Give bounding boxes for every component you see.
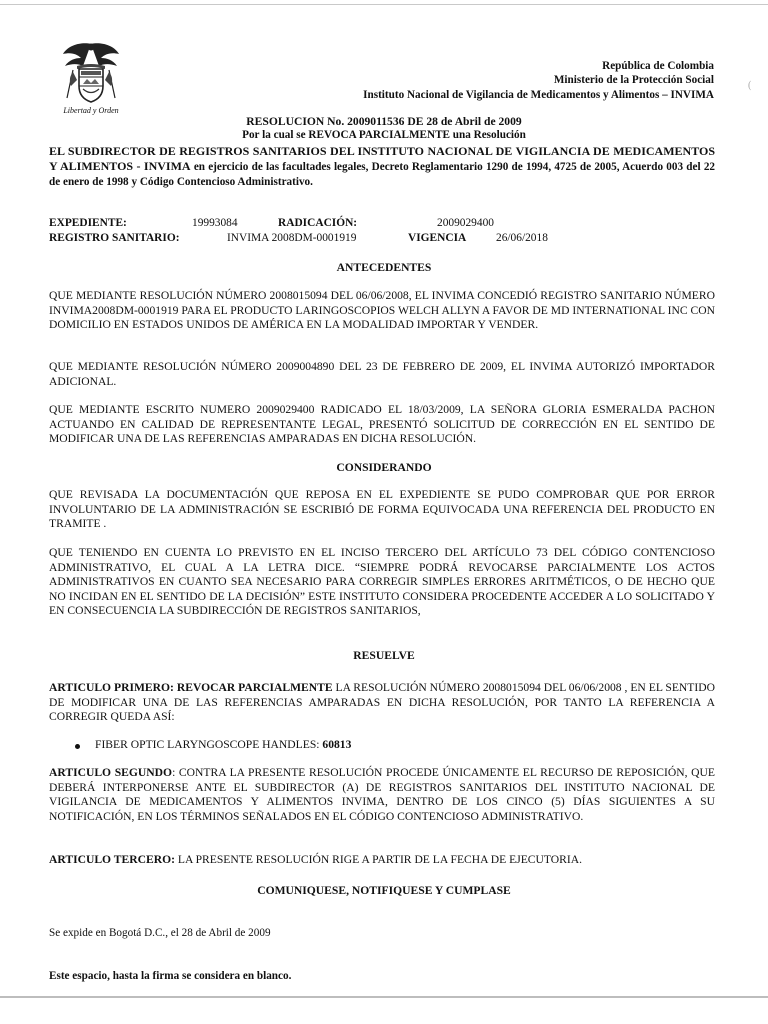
scan-edge-bottom	[0, 996, 768, 998]
reference-item-text: FIBER OPTIC LARYNGOSCOPE HANDLES:	[95, 738, 323, 751]
antecedentes-heading: ANTECEDENTES	[336, 261, 432, 274]
expediente-value: 19993084	[192, 217, 238, 229]
registro-value: INVIMA 2008DM-0001919	[227, 232, 357, 244]
coat-of-arms-logo	[57, 40, 125, 118]
article-2	[49, 766, 715, 824]
header-institute: Instituto Nacional de Vigilancia de Medicamentos y Alimentos – INVIMA	[363, 88, 714, 101]
intro-legal-basis: en ejercicio de las facultades legales, Decreto Reglamentario 1290 de 1994, 4725 de 2005, Acuerdo 003 del 22 de enero de 1998 y Código Contencioso Administrativo.	[49, 161, 716, 188]
article-2-text: : CONTRA LA PRESENTE RESOLUCIÓN PROCEDE ÚNICAMENTE EL RECURSO DE REPOSICIÓN, QUE DEBERÁ INTERPONERSE ANTE EL SUBDIRECTOR (A) DE REGISTROS SANITARIOS DEL INSTITUTO NACIONAL DE VIGILANCIA DE MEDICAMENTOS Y ALIMENTOS INVIMA, DENTRO DE LOS CINCO (5) DÍAS SIGUIENTES A SU NOTIFICACIÓN, EN LOS TÉRMINOS SEÑALADOS EN EL CÓDIGO CONTENCIOSO ADMINISTRATIVO.	[49, 766, 716, 823]
article-2-label: ARTICULO SEGUNDO	[49, 766, 173, 779]
radicacion-label: RADICACIÓN:	[278, 217, 358, 229]
resuelve-heading: RESUELVE	[353, 649, 415, 662]
resolution-title: RESOLUCION No. 2009011536 DE 28 de Abril de 2009	[246, 115, 522, 128]
resolution-subtitle: Por la cual se REVOCA PARCIALMENTE una Resolución	[242, 129, 526, 141]
issued-place-date: Se expide en Bogotá D.C., el 28 de Abril de 2009	[49, 927, 271, 939]
article-3	[49, 853, 715, 868]
crest-motto: Libertad y Orden	[63, 106, 119, 115]
bullet-icon	[75, 744, 80, 749]
vigencia-value: 26/06/2018	[496, 232, 548, 244]
reference-item	[95, 738, 351, 751]
article-1-label: ARTICULO PRIMERO: REVOCAR PARCIALMENTE	[49, 681, 333, 694]
article-3-label: ARTICULO TERCERO:	[49, 853, 175, 866]
expediente-label: EXPEDIENTE:	[49, 217, 127, 229]
considerando-paragraph-1: QUE REVISADA LA DOCUMENTACIÓN QUE REPOSA EN EL EXPEDIENTE SE PUDO COMPROBAR QUE POR ERROR INVOLUNTARIO DE LA ADMINISTRACIÓN SE ESCRIBIÓ DE FORMA EQUIVOCADA UNA REFERENCIA DEL PRODUCTO EN TRAMITE .	[49, 488, 715, 531]
header-ministry: Ministerio de la Protección Social	[553, 74, 714, 87]
antecedentes-paragraph-1: QUE MEDIANTE RESOLUCIÓN NÚMERO 2008015094 DEL 06/06/2008, EL INVIMA CONCEDIÓ REGISTRO SANITARIO NÚMERO INVIMA2008DM-0001919 PARA EL PRODUCTO LARINGOSCOPIOS WELCH ALLYN A FAVOR DE MD INTERNATIONAL INC CON DOMICILIO EN ESTADOS UNIDOS DE AMÉRICA EN LA MODALIDAD IMPORTAR Y VENDER.	[49, 289, 715, 332]
article-3-text: LA PRESENTE RESOLUCIÓN RIGE A PARTIR DE LA FECHA DE EJECUTORIA.	[174, 853, 583, 866]
intro-authority: EL SUBDIRECTOR DE REGISTROS SANITARIOS DEL INSTITUTO NACIONAL DE VIGILANCIA DE MEDICAMENTOS Y ALIMENTOS - INVIMA	[49, 144, 715, 174]
closing-formula: COMUNIQUESE, NOTIFIQUESE Y CUMPLASE	[257, 884, 511, 897]
registro-label: REGISTRO SANITARIO:	[49, 232, 180, 244]
radicacion-value: 2009029400	[437, 217, 494, 229]
institution-header	[363, 59, 714, 102]
reference-item-code: 60813	[322, 738, 352, 751]
vigencia-label: VIGENCIA	[408, 232, 467, 244]
eagle-shield-icon	[57, 40, 125, 106]
scan-edge-top	[0, 4, 768, 5]
antecedentes-paragraph-3: QUE MEDIANTE ESCRITO NUMERO 2009029400 RADICADO EL 18/03/2009, LA SEÑORA GLORIA ESMERALDA PACHON ACTUANDO EN CALIDAD DE REPRESENTANTE LEGAL, PRESENTÓ SOLICITUD DE CORRECCIÓN EN EL SENTIDO DE MODIFICAR UNA DE LAS REFERENCIAS AMPARADAS EN DICHA RESOLUCIÓN.	[49, 403, 715, 446]
considerando-paragraph-2: QUE TENIENDO EN CUENTA LO PREVISTO EN EL INCISO TERCERO DEL ARTÍCULO 73 DEL CÓDIGO CONTENCIOSO ADMINISTRATIVO, EL CUAL A LA LETRA DICE. “SIEMPRE PODRÁ REVOCARSE PARCIALMENTE LOS ACTOS ADMINISTRATIVOS EN CUANTO SEA NECESARIO PARA CORREGIR SIMPLES ERRORES ARITMÉTICOS, O DE HECHO QUE NO INCIDAN EN EL SENTIDO DE LA DECISIÓN” ESTE INSTITUTO CONSIDERA PROCEDENTE ACCEDER A LO SOLICITADO Y EN CONSECUENCIA LA SUBDIRECCIÓN DE REGISTROS SANITARIOS,	[49, 546, 715, 618]
scan-mark: (	[748, 80, 752, 91]
article-1-text: LA RESOLUCIÓN NÚMERO 2008015094 DEL 06/06/2008 , EN EL SENTIDO DE MODIFICAR UNA DE LAS REFERENCIAS AMPARADAS EN DICHA RESOLUCIÓN, POR TANTO LA REFERENCIA A CORREGIR QUEDA ASÍ:	[49, 681, 715, 724]
antecedentes-paragraph-2: QUE MEDIANTE RESOLUCIÓN NÚMERO 2009004890 DEL 23 DE FEBRERO DE 2009, EL INVIMA AUTORIZÓ IMPORTADOR ADICIONAL.	[49, 360, 715, 388]
article-1	[49, 681, 715, 725]
considerando-heading: CONSIDERANDO	[336, 461, 432, 474]
blank-space-note: Este espacio, hasta la firma se considera en blanco.	[49, 970, 292, 982]
header-country: República de Colombia	[602, 60, 714, 72]
resolution-intro	[49, 144, 715, 189]
